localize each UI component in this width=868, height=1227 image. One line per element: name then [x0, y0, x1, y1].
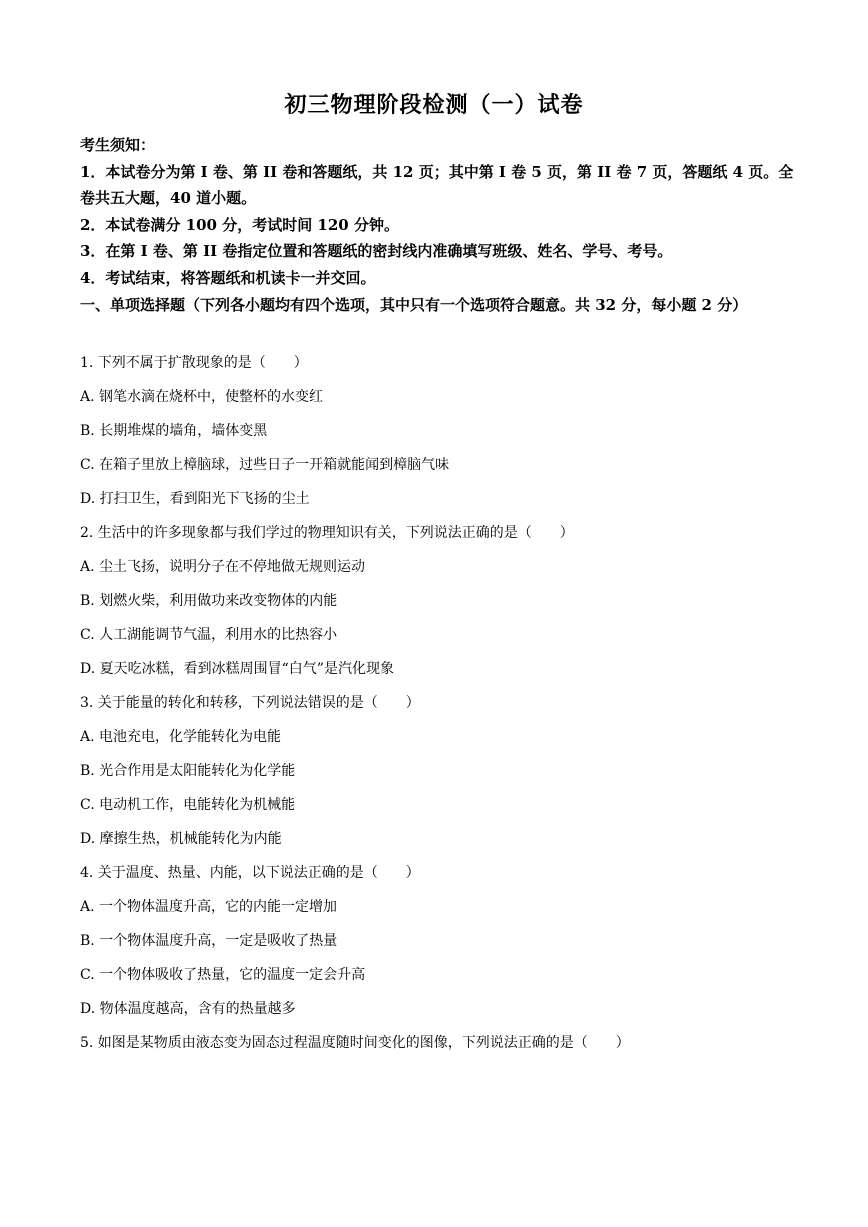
exam-notice	[80, 132, 800, 291]
question-stem: 2. 生活中的许多现象都与我们学过的物理知识有关，下列说法正确的是（ ）	[80, 525, 574, 541]
question-stem: 1. 下列不属于扩散现象的是（ ）	[80, 355, 308, 371]
question-stem: 3. 关于能量的转化和转移，下列说法错误的是（ ）	[80, 695, 420, 711]
question-option: C. 人工湖能调节气温，利用水的比热容小	[80, 627, 338, 643]
question-option: A. 尘土飞扬，说明分子在不停地做无规则运动	[80, 559, 366, 575]
question-option: A. 一个物体温度升高，它的内能一定增加	[80, 899, 338, 915]
question-stem: 5. 如图是某物质由液态变为固态过程温度随时间变化的图像，下列说法正确的是（ ）	[80, 1035, 630, 1051]
question-option: B. 光合作用是太阳能转化为化学能	[80, 763, 296, 779]
notice-item: 3．在第 I 卷、第 II 卷指定位置和答题纸的密封线内准确填写班级、姓名、学号、考号。	[80, 242, 673, 260]
notice-heading: 考生须知：	[80, 136, 156, 154]
question-option: D. 夏天吃冰糕，看到冰糕周围冒“白气”是汽化现象	[80, 661, 394, 677]
notice-item: 2．本试卷满分 100 分，考试时间 120 分钟。	[80, 215, 399, 234]
question-option: D. 打扫卫生，看到阳光下飞扬的尘土	[80, 491, 310, 507]
question-option: A. 电池充电，化学能转化为电能	[80, 729, 282, 745]
question-option: B. 长期堆煤的墙角，墙体变黑	[80, 423, 268, 439]
question-list	[80, 346, 800, 1060]
exam-title: 初三物理阶段检测（一）试卷	[284, 92, 584, 118]
question-option: B. 划燃火柴，利用做功来改变物体的内能	[80, 593, 338, 609]
question-option: C. 电动机工作，电能转化为机械能	[80, 797, 296, 813]
section-heading: 一、单项选择题（下列各小题均有四个选项，其中只有一个选项符合题意。共 32 分，每小题 2 分）	[80, 296, 748, 314]
question-option: D. 摩擦生热，机械能转化为内能	[80, 831, 282, 847]
question-option: C. 在箱子里放上樟脑球，过些日子一开箱就能闻到樟脑气味	[80, 457, 450, 473]
question-option: D. 物体温度越高，含有的热量越多	[80, 1001, 296, 1017]
question-option: C. 一个物体吸收了热量，它的温度一定会升高	[80, 967, 366, 983]
notice-item: 1．本试卷分为第 I 卷、第 II 卷和答题纸，共 12 页；其中第 I 卷 5 页，第 II 卷 7 页，答题纸 4 页。全卷共五大题，40 道小题。	[80, 162, 794, 207]
question-stem: 4. 关于温度、热量、内能，以下说法正确的是（ ）	[80, 865, 420, 881]
notice-item: 4．考试结束，将答题纸和机读卡一并交回。	[80, 268, 376, 287]
question-option: A. 钢笔水滴在烧杯中，使整杯的水变红	[80, 389, 324, 405]
question-option: B. 一个物体温度升高，一定是吸收了热量	[80, 933, 338, 949]
